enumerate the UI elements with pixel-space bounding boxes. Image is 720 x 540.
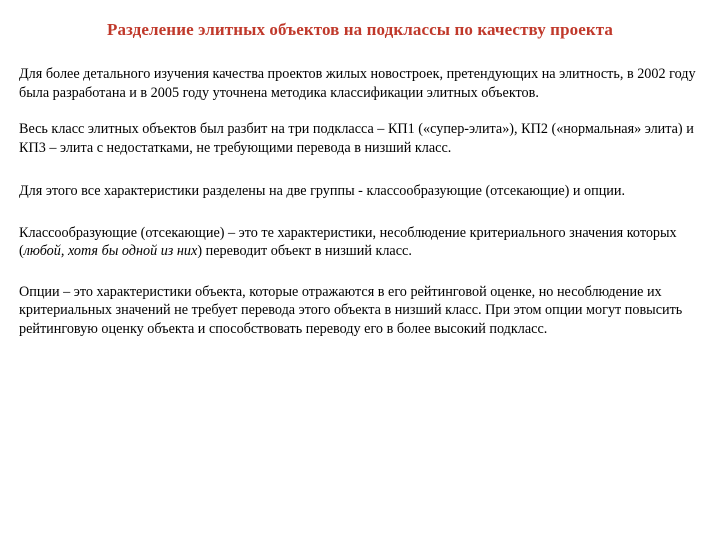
paragraph-class-forming-start: Классообразующие (отсекающие) – это те характеристики, несоблюдение критериального значения которых (	[19, 224, 677, 259]
slide-title: Разделение элитных объектов на подклассы по качеству проекта	[106, 20, 614, 39]
slide-body	[19, 65, 709, 355]
paragraph-groups: Для этого все характеристики разделены на две группы - классообразующие (отсекающие) и опции.	[19, 183, 626, 199]
paragraph-subclasses: Весь класс элитных объектов был разбит на три подкласса – КП1 («супер-элита»), КП2 («нормальная» элита) и КП3 – элита с недостатками, не требующими перевода в низший класс.	[19, 121, 694, 156]
paragraph-class-forming-end: ) переводит объект в низший класс.	[197, 243, 412, 259]
paragraph-options: Опции – это характеристики объекта, которые отражаются в его рейтинговой оценке, но несоблюдение их критериальных значений не требует перевода этого объекта в низший класс. При этом опции могут повысить рейтинговую оценку объекта и способствовать переводу его в более высокий подкласс.	[19, 283, 683, 337]
paragraph-methodology: Для более детального изучения качества проектов жилых новостроек, претендующих на элитность, в 2002 году была разработана и в 2005 году уточнена методика классификации элитных объектов.	[19, 66, 696, 101]
paragraph-class-forming	[19, 224, 709, 261]
paragraph-class-forming-italic: любой, хотя бы одной из них	[23, 243, 198, 259]
